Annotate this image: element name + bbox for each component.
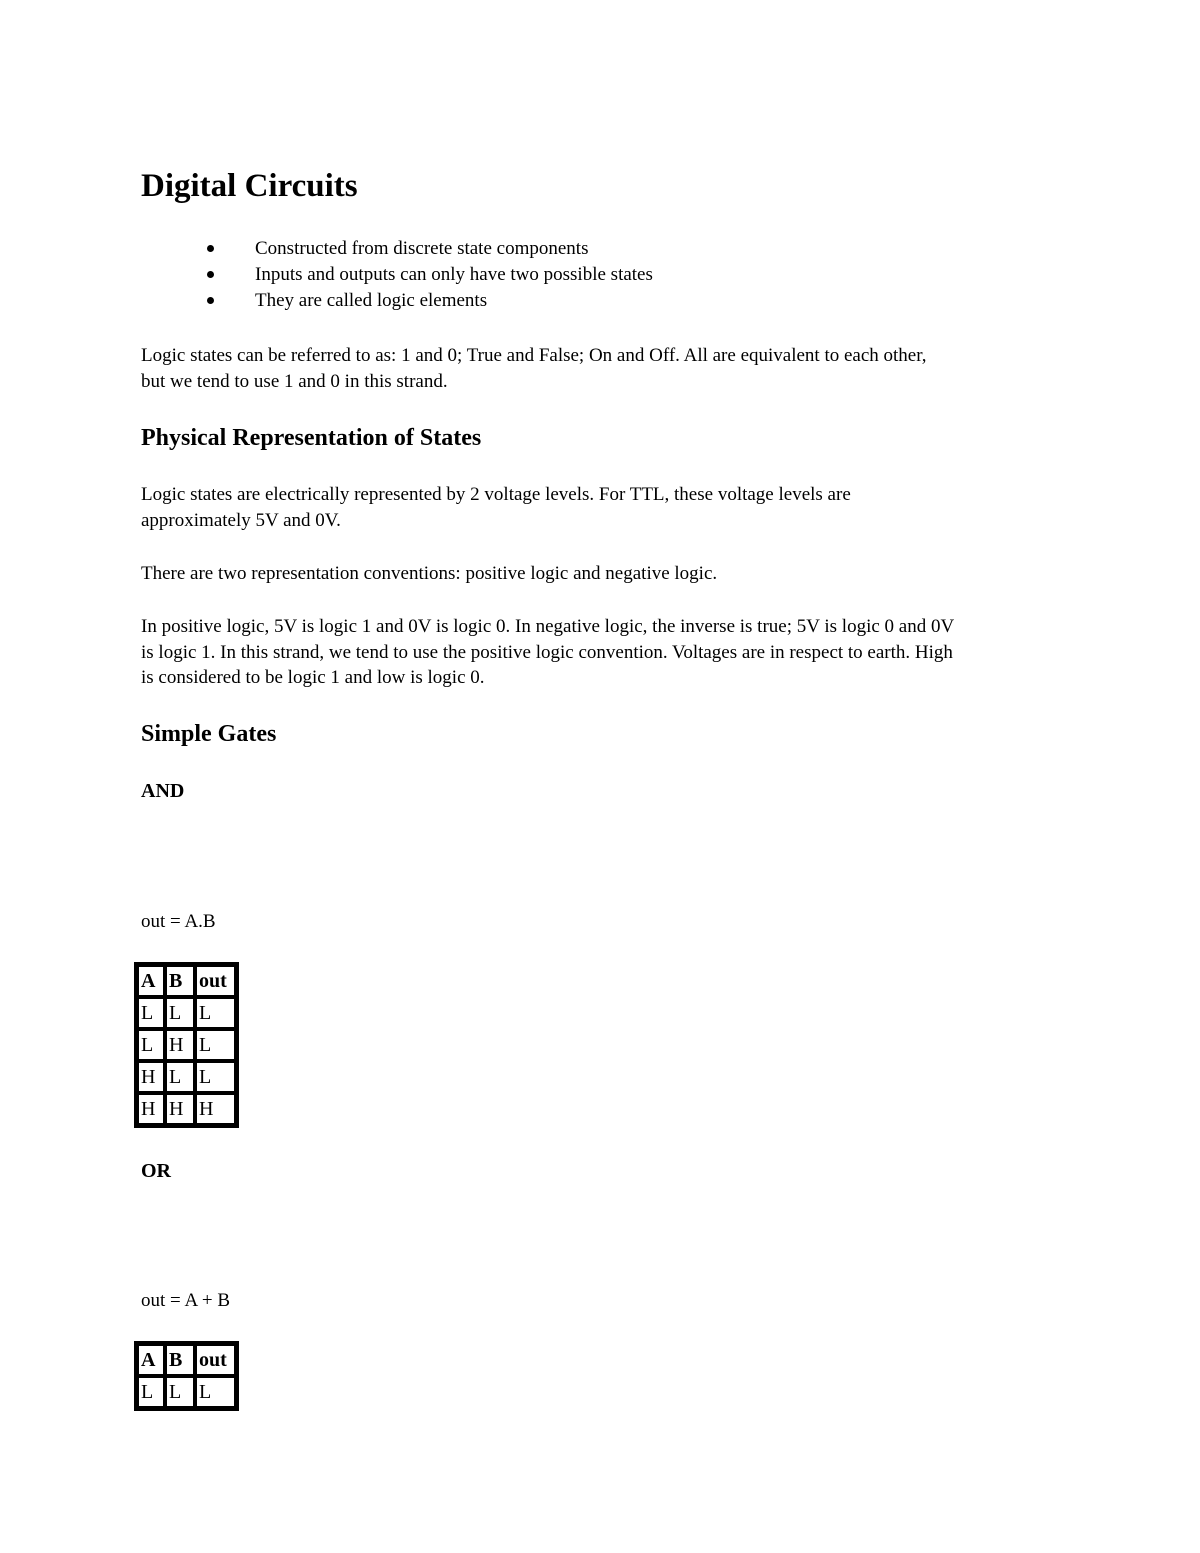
physical-p3-line-1: In positive logic, 5V is logic 1 and 0V is logic 0. In negative logic, the inverse is true; 5V is logic 0 and 0V xyxy=(141,616,955,637)
physical-p1-line-2: approximately 5V and 0V. xyxy=(141,509,341,531)
list-item-text: Constructed from discrete state components xyxy=(255,238,589,259)
table-row xyxy=(137,997,236,1029)
intro-line-2: but we tend to use 1 and 0 in this strand. xyxy=(141,370,448,392)
table-header-row xyxy=(137,1344,236,1376)
physical-p3-line-2: is logic 1. In this strand, we tend to use the positive logic convention. Voltages are in respect to earth. High xyxy=(141,641,953,663)
physical-p2-line: There are two representation conventions: positive logic and negative logic. xyxy=(141,563,718,584)
physical-paragraph-2 xyxy=(141,561,1071,587)
list-item xyxy=(141,288,653,314)
table-header-cell: out xyxy=(195,965,236,997)
table-cell: L xyxy=(137,1029,165,1061)
table-cell: L xyxy=(137,997,165,1029)
table-cell: L xyxy=(137,1376,165,1408)
table-header-cell: out xyxy=(195,1344,236,1376)
table-cell: H xyxy=(137,1093,165,1125)
table-cell: H xyxy=(165,1029,195,1061)
table-header-cell: A xyxy=(137,965,165,997)
table-cell: H xyxy=(137,1061,165,1093)
list-item xyxy=(141,236,653,262)
table-cell: L xyxy=(195,1029,236,1061)
feature-list xyxy=(141,236,653,314)
bullet-icon xyxy=(207,271,214,278)
table-row xyxy=(137,1029,236,1061)
table-cell: L xyxy=(195,1061,236,1093)
table-row xyxy=(137,1376,236,1408)
list-item xyxy=(141,262,653,288)
table-row xyxy=(137,1061,236,1093)
intro-paragraph xyxy=(141,343,1071,394)
table-header-cell: B xyxy=(165,965,195,997)
physical-paragraph-1 xyxy=(141,482,1071,533)
table-header-cell: B xyxy=(165,1344,195,1376)
and-gate-heading: AND xyxy=(141,780,185,802)
list-item-text: They are called logic elements xyxy=(255,290,488,311)
bullet-icon xyxy=(207,245,214,252)
table-cell: H xyxy=(195,1093,236,1125)
page-title: Digital Circuits xyxy=(141,168,358,204)
physical-p3-line-3: is considered to be logic 1 and low is logic 0. xyxy=(141,667,485,688)
bullet-icon xyxy=(207,297,214,304)
table-cell: H xyxy=(165,1093,195,1125)
table-cell: L xyxy=(165,1061,195,1093)
table-header-cell: A xyxy=(137,1344,165,1376)
or-gate-formula: out = A + B xyxy=(141,1290,231,1311)
and-truth-table xyxy=(134,962,239,1128)
table-cell: L xyxy=(165,1376,195,1408)
table-cell: L xyxy=(165,997,195,1029)
physical-paragraph-3 xyxy=(141,614,1071,691)
list-item-text: Inputs and outputs can only have two possible states xyxy=(255,264,653,285)
and-gate-formula: out = A.B xyxy=(141,911,216,932)
table-header-row xyxy=(137,965,236,997)
table-cell: L xyxy=(195,1376,236,1408)
or-truth-table xyxy=(134,1341,239,1411)
intro-line-1: Logic states can be referred to as: 1 and 0; True and False; On and Off. All are equivalent to each other, xyxy=(141,345,927,366)
physical-p1-line-1: Logic states are electrically represented by 2 voltage levels. For TTL, these voltage levels are xyxy=(141,484,851,505)
section-heading-physical: Physical Representation of States xyxy=(141,425,482,451)
table-row xyxy=(137,1093,236,1125)
table-cell: L xyxy=(195,997,236,1029)
or-gate-heading: OR xyxy=(141,1160,171,1182)
section-heading-gates: Simple Gates xyxy=(141,721,277,747)
